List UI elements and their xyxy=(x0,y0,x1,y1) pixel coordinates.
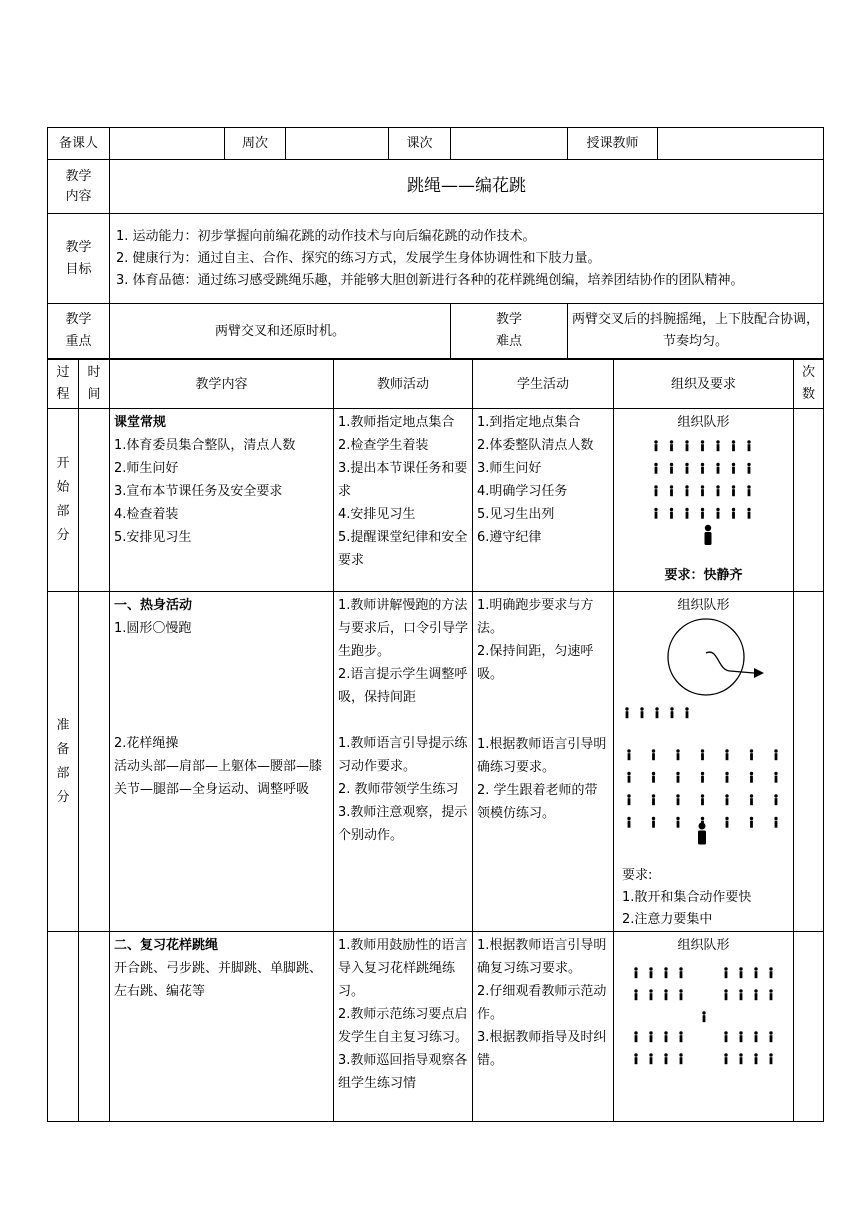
student-figure-icon xyxy=(724,1053,727,1064)
start-student xyxy=(473,409,614,592)
list-item: 1.根据教师语言引导明确复习练习要求。 xyxy=(477,938,607,976)
student-figure-icon xyxy=(716,508,719,519)
teacher-figure-icon xyxy=(698,823,706,845)
list-item: 2. 教师带领学生练习 xyxy=(338,782,459,797)
section-review-label xyxy=(48,932,79,1122)
review-count xyxy=(794,932,824,1122)
prep-count xyxy=(794,592,824,932)
student-figure-icon xyxy=(676,794,679,805)
col-org: 组织及要求 xyxy=(614,360,794,409)
col-process xyxy=(48,360,79,409)
start-org xyxy=(614,409,794,592)
start-time xyxy=(79,409,110,592)
col-time-1: 时 xyxy=(87,365,101,380)
student-figure-icon xyxy=(732,463,735,474)
prep-content xyxy=(110,592,334,932)
col-content: 教学内容 xyxy=(110,360,334,409)
list-item: 活动头部—肩部—上躯体—腰部—膝关节—腿部—全身运动、调整呼吸 xyxy=(114,759,323,797)
teacher-label: 授课教师 xyxy=(568,128,658,160)
col-time xyxy=(79,360,110,409)
review-teacher xyxy=(334,932,473,1122)
student-figure-icon xyxy=(732,508,735,519)
review-org-title: 组织队形 xyxy=(677,938,730,953)
list-item: 5.安排见习生 xyxy=(114,530,192,545)
start-label-char: 开 xyxy=(56,456,70,471)
student-figure-icon xyxy=(750,817,753,828)
col-time-2: 间 xyxy=(87,387,101,402)
teacher-figure-icon xyxy=(705,525,712,545)
student-figure-icon xyxy=(769,1031,772,1042)
review-content xyxy=(110,932,334,1122)
list-item: 2.语言提示学生调整呼吸，保持间距 xyxy=(338,667,468,705)
prep-content-title: 一、热身活动 xyxy=(114,598,193,613)
student-figure-icon xyxy=(670,463,673,474)
difficulty-label xyxy=(451,304,568,359)
student-figure-icon xyxy=(701,440,704,451)
key-label-line1: 教学 xyxy=(65,312,92,327)
student-figure-icon xyxy=(634,967,637,978)
student-figure-icon xyxy=(739,989,742,1000)
student-figure-icon xyxy=(732,485,735,496)
student-figure-icon xyxy=(685,463,688,474)
student-figure-icon xyxy=(725,772,728,783)
prep-label-char: 备 xyxy=(56,741,70,757)
list-item: 1.明确跑步要求与方法。 xyxy=(477,598,594,636)
list-item: 5.提醒课堂纪律和安全要求 xyxy=(338,530,468,568)
list-item: 2.体委整队清点人数 xyxy=(477,438,594,453)
list-item: 2.仔细观看教师示范动作。 xyxy=(477,984,607,1022)
jog-circle-icon xyxy=(668,619,744,695)
student-figure-icon xyxy=(732,440,735,451)
student-figure-icon xyxy=(627,817,630,828)
list-item: 2.保持间距，匀速呼吸。 xyxy=(477,644,594,682)
student-figure-icon xyxy=(701,794,704,805)
student-figure-icon xyxy=(747,463,750,474)
review-org xyxy=(614,932,794,1122)
list-item: 2.花样绳操 xyxy=(114,736,179,751)
goals-label-line2: 目标 xyxy=(65,261,92,277)
lesson-process-table xyxy=(47,359,824,1122)
week-label: 周次 xyxy=(225,128,286,160)
student-figure-icon xyxy=(750,794,753,805)
student-figure-icon xyxy=(664,967,667,978)
student-figure-icon xyxy=(747,485,750,496)
start-org-title: 组织队形 xyxy=(677,415,730,430)
list-item: 5.见习生出列 xyxy=(477,507,555,522)
start-label-char: 分 xyxy=(56,528,70,543)
student-figure-icon xyxy=(664,1031,667,1042)
prep-org-requirements xyxy=(614,865,793,931)
goal-item: 3. 体育品德：通过练习感受跳绳乐趣，并能够大胆创新进行各种的花样跳绳创编，培养团结协作的团队精神。 xyxy=(116,272,744,288)
list-item: 1.教师语言引导提示练习动作要求。 xyxy=(338,736,468,774)
diff-label-line1: 教学 xyxy=(495,312,522,327)
list-item: 2.检查学生着装 xyxy=(338,438,429,453)
student-figure-icon xyxy=(747,440,750,451)
student-figure-icon xyxy=(685,707,688,718)
start-label-char: 部 xyxy=(56,504,70,519)
start-org-requirement: 要求：快静齐 xyxy=(664,568,743,583)
list-item: 1.圆形〇慢跑 xyxy=(114,621,192,636)
list-item: 3.提出本节课任务和要求 xyxy=(338,461,468,499)
student-figure-icon xyxy=(701,463,704,474)
preparer-value[interactable] xyxy=(110,128,225,160)
start-content-title: 课堂常规 xyxy=(114,415,167,430)
list-item: 1.教师讲解慢跑的方法与要求后，口令引导学生跑步。 xyxy=(338,598,469,659)
student-figure-icon xyxy=(701,772,704,783)
student-figure-icon xyxy=(627,794,630,805)
diff-label-line2: 难点 xyxy=(495,334,522,349)
week-value[interactable] xyxy=(286,128,389,160)
prep-label-char: 准 xyxy=(56,717,70,733)
student-figure-icon xyxy=(739,1053,742,1064)
student-figure-icon xyxy=(655,707,658,718)
student-figure-icon xyxy=(716,485,719,496)
student-figure-icon xyxy=(716,440,719,451)
student-figure-icon xyxy=(679,1031,682,1042)
run-direction-icon xyxy=(706,652,754,673)
lesson-title: 跳绳——编花跳 xyxy=(110,160,824,214)
list-item: 3.教师注意观察，提示个别动作。 xyxy=(338,805,468,843)
student-figure-icon xyxy=(701,508,704,519)
student-figure-icon xyxy=(724,1031,727,1042)
student-figure-icon xyxy=(754,989,757,1000)
student-figure-icon xyxy=(754,1031,757,1042)
student-figure-icon xyxy=(739,1031,742,1042)
list-item: 2. 学生跟着老师的带领模仿练习。 xyxy=(477,783,598,821)
list-item: 1.教师指定地点集合 xyxy=(338,415,455,430)
start-content xyxy=(110,409,334,592)
teacher-value[interactable] xyxy=(658,128,824,160)
student-figure-icon xyxy=(676,749,679,760)
student-figure-icon xyxy=(625,707,628,718)
goal-item: 2. 健康行为：通过自主、合作、探究的练习方式，发展学生身体协调性和下肢力量。 xyxy=(116,250,601,266)
student-figure-icon xyxy=(769,1053,772,1064)
prep-org-title: 组织队形 xyxy=(677,598,730,613)
student-figure-icon xyxy=(685,508,688,519)
start-teacher xyxy=(334,409,473,592)
student-figure-icon xyxy=(725,794,728,805)
section-start-label xyxy=(48,409,79,592)
list-item: 3.教师巡回指导观察各组学生练习情 xyxy=(338,1053,468,1091)
student-figure-icon xyxy=(654,508,657,519)
prep-org xyxy=(614,592,794,932)
student-figure-icon xyxy=(664,1053,667,1064)
review-formation-diagram xyxy=(614,957,794,1077)
student-figure-icon xyxy=(702,1011,705,1022)
list-item: 1.到指定地点集合 xyxy=(477,415,581,430)
student-figure-icon xyxy=(725,749,728,760)
student-figure-icon xyxy=(774,749,777,760)
student-figure-icon xyxy=(670,485,673,496)
prep-label-char: 部 xyxy=(56,765,70,781)
student-figure-icon xyxy=(725,817,728,828)
student-figure-icon xyxy=(670,508,673,519)
list-item: 2.师生问好 xyxy=(114,461,179,476)
col-process-2: 程 xyxy=(56,387,70,402)
list-item: 4.检查着装 xyxy=(114,507,179,522)
prep-req-label: 要求: xyxy=(622,868,653,883)
student-figure-icon xyxy=(627,749,630,760)
col-count xyxy=(794,360,824,409)
student-figure-icon xyxy=(652,772,655,783)
student-figure-icon xyxy=(652,749,655,760)
student-figure-icon xyxy=(679,967,682,978)
student-figure-icon xyxy=(769,967,772,978)
list-item: 3.根据教师指导及时纠错。 xyxy=(477,1030,607,1068)
student-figure-icon xyxy=(701,485,704,496)
student-figure-icon xyxy=(685,440,688,451)
student-figure-icon xyxy=(754,1053,757,1064)
list-item: 3.宣布本节课任务及安全要求 xyxy=(114,484,283,499)
list-item: 1.散开和集合动作要快 xyxy=(622,890,752,905)
start-label-char: 始 xyxy=(56,480,70,495)
goals-list xyxy=(110,214,824,304)
student-figure-icon xyxy=(627,772,630,783)
list-item: 1.体育委员集合整队，清点人数 xyxy=(114,438,296,453)
goals-label-line1: 教学 xyxy=(65,239,92,255)
start-count xyxy=(794,409,824,592)
list-item: 1.教师用鼓励性的语言导入复习花样跳绳练习。 xyxy=(338,938,468,999)
student-figure-icon xyxy=(739,967,742,978)
review-content-text: 开合跳、弓步跳、并脚跳、单脚跳、左右跳、编花等 xyxy=(114,961,323,999)
student-figure-icon xyxy=(654,485,657,496)
list-item: 6.遵守纪律 xyxy=(477,530,542,545)
student-figure-icon xyxy=(685,485,688,496)
student-figure-icon xyxy=(774,772,777,783)
prep-formation-diagram xyxy=(614,617,794,857)
goals-label xyxy=(48,214,110,304)
prep-teacher xyxy=(334,592,473,932)
student-figure-icon xyxy=(654,463,657,474)
list-item: 4.明确学习任务 xyxy=(477,484,568,499)
review-content-title: 二、复习花样跳绳 xyxy=(114,938,219,953)
student-figure-icon xyxy=(750,772,753,783)
student-figure-icon xyxy=(649,989,652,1000)
start-formation-diagram xyxy=(614,434,794,562)
key-label-line2: 重点 xyxy=(65,334,92,349)
student-figure-icon xyxy=(774,817,777,828)
student-figure-icon xyxy=(724,967,727,978)
content-label xyxy=(48,160,110,214)
col-count-1: 次 xyxy=(801,365,815,380)
student-figure-icon xyxy=(634,989,637,1000)
student-figure-icon xyxy=(754,967,757,978)
student-figure-icon xyxy=(769,989,772,1000)
student-figure-icon xyxy=(679,1053,682,1064)
lesson-header-table xyxy=(47,127,824,359)
student-figure-icon xyxy=(634,1053,637,1064)
lesson-value[interactable] xyxy=(451,128,568,160)
student-figure-icon xyxy=(701,749,704,760)
difficulty-text: 两臂交叉后的抖腕摇绳，上下肢配合协调，节奏均匀。 xyxy=(568,304,824,359)
review-student xyxy=(473,932,614,1122)
student-figure-icon xyxy=(649,967,652,978)
student-figure-icon xyxy=(679,989,682,1000)
student-figure-icon xyxy=(676,772,679,783)
student-figure-icon xyxy=(774,794,777,805)
student-figure-icon xyxy=(652,794,655,805)
prep-time xyxy=(79,592,110,932)
student-figure-icon xyxy=(649,1031,652,1042)
student-figure-icon xyxy=(652,817,655,828)
student-figure-icon xyxy=(747,508,750,519)
key-point-label xyxy=(48,304,110,359)
list-item: 4.安排见习生 xyxy=(338,507,416,522)
student-figure-icon xyxy=(716,463,719,474)
prep-label-char: 分 xyxy=(56,789,70,805)
list-item: 2.教师示范练习要点启发学生自主复习练习。 xyxy=(338,1007,469,1045)
col-process-1: 过 xyxy=(56,365,70,380)
prep-student xyxy=(473,592,614,932)
student-figure-icon xyxy=(634,1031,637,1042)
student-figure-icon xyxy=(676,817,679,828)
lesson-label: 课次 xyxy=(389,128,451,160)
content-label-line1: 教学 xyxy=(65,168,92,184)
list-item: 3.师生问好 xyxy=(477,461,542,476)
student-figure-icon xyxy=(640,707,643,718)
section-prep-label xyxy=(48,592,79,932)
review-time xyxy=(79,932,110,1122)
col-student: 学生活动 xyxy=(473,360,614,409)
student-figure-icon xyxy=(670,707,673,718)
student-figure-icon xyxy=(750,749,753,760)
col-count-2: 数 xyxy=(801,387,815,402)
list-item: 1.根据教师语言引导明确练习要求。 xyxy=(477,737,607,775)
student-figure-icon xyxy=(654,440,657,451)
key-point-text: 两臂交叉和还原时机。 xyxy=(110,304,451,359)
student-figure-icon xyxy=(664,989,667,1000)
list-item: 2.注意力要集中 xyxy=(622,912,713,927)
goal-item: 1. 运动能力：初步掌握向前编花跳的动作技术与向后编花跳的动作技术。 xyxy=(116,228,536,244)
student-figure-icon xyxy=(649,1053,652,1064)
student-figure-icon xyxy=(670,440,673,451)
col-teacher: 教师活动 xyxy=(334,360,473,409)
preparer-label: 备课人 xyxy=(48,128,110,160)
content-label-line2: 内容 xyxy=(65,188,92,204)
student-figure-icon xyxy=(724,989,727,1000)
